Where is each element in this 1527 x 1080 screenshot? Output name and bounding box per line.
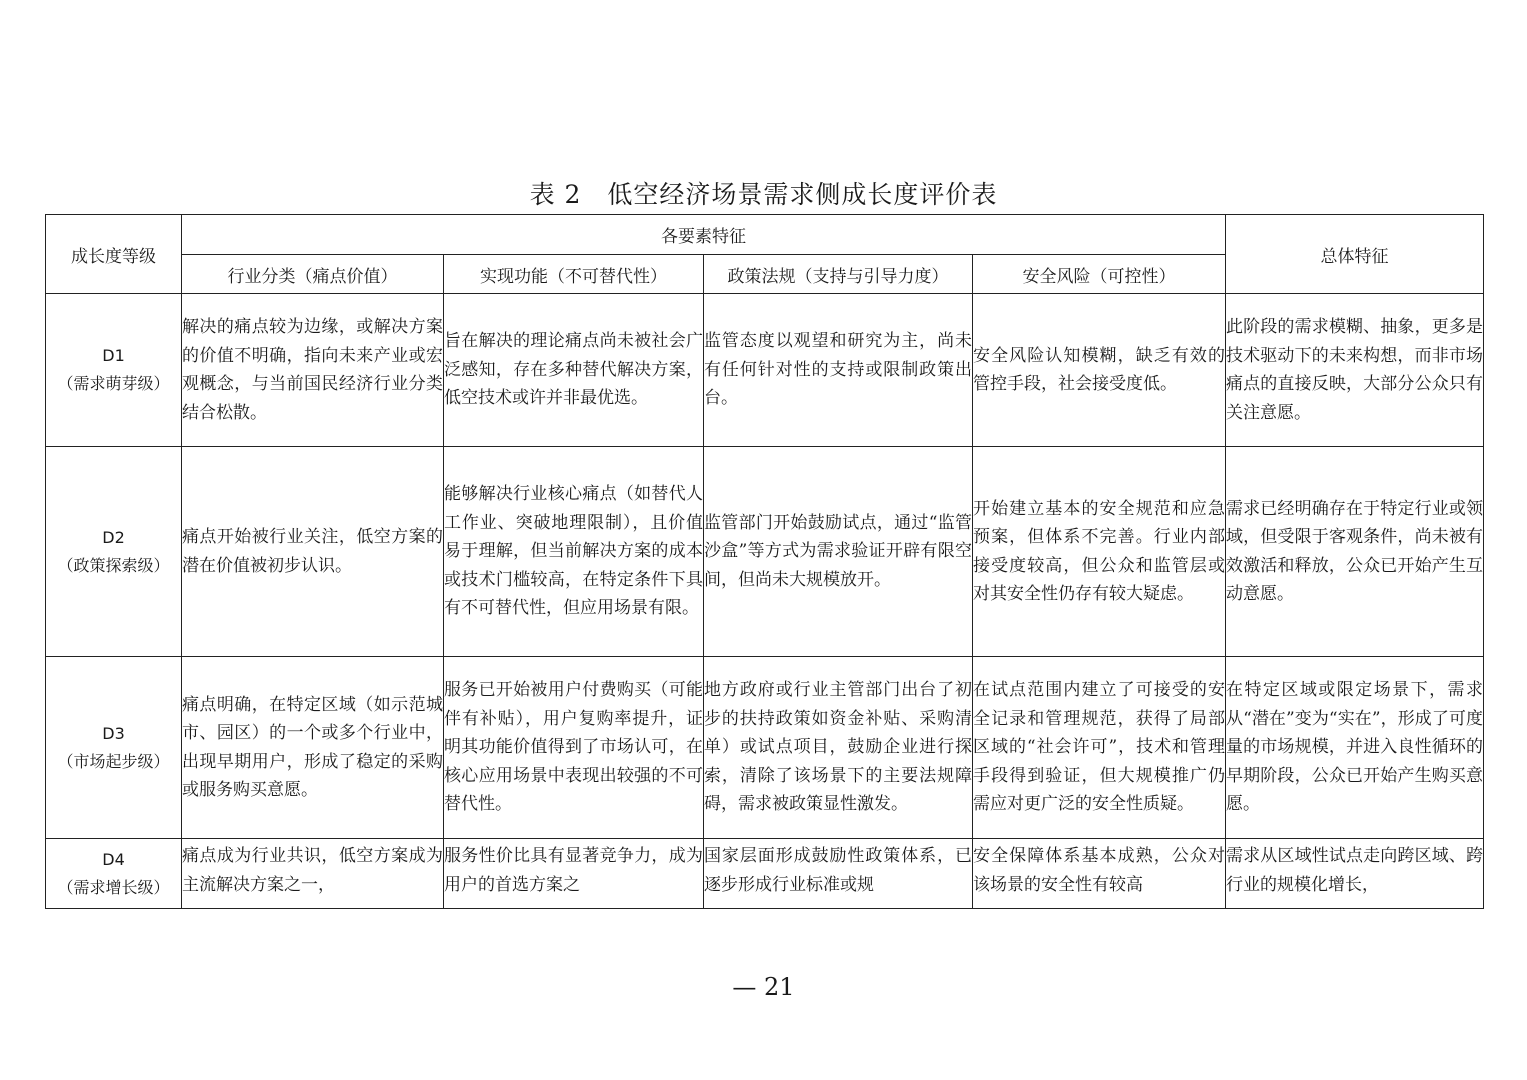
overall-cell <box>1226 839 1484 909</box>
header-function: 实现功能（不可替代性） <box>444 255 704 294</box>
policy-cell <box>704 839 973 909</box>
policy-cell: 地方政府或行业主管部门出台了初步的扶持政策如资金补贴、采购清单）或试点项目，鼓励企业进行探索，清除了该场景下的主要法规障碍，需求被政策显性激发。 <box>704 657 973 839</box>
level-cell <box>46 294 182 447</box>
level-code: D1 <box>102 346 125 365</box>
page-number: — 21 <box>732 973 795 1001</box>
evaluation-table <box>45 214 1484 909</box>
table-row-d3 <box>46 657 1484 839</box>
safety-cell: 开始建立基本的安全规范和应急预案，但体系不完善。行业内部接受度较高，但公众和监管层或对其安全性仍存有较大疑虑。 <box>973 447 1226 657</box>
table-row-d2 <box>46 447 1484 657</box>
overall-cell: 在特定区域或限定场景下，需求从“潜在”变为“实在”，形成了可度量的市场规模，并进入良性循环的早期阶段，公众已开始产生购买意愿。 <box>1226 657 1484 839</box>
table-row-d1 <box>46 294 1484 447</box>
function-cell <box>444 839 704 909</box>
level-cell <box>46 657 182 839</box>
table-title: 表 2 低空经济场景需求侧成长度评价表 <box>529 180 998 209</box>
industry-cell: 解决的痛点较为边缘，或解决方案的价值不明确，指向未来产业或宏观概念，与当前国民经济行业分类结合松散。 <box>182 294 444 447</box>
level-name: （市场起步级） <box>57 751 170 771</box>
level-cell <box>46 447 182 657</box>
level-name: （需求萌芽级） <box>57 374 170 393</box>
level-name: （政策探索级） <box>57 555 170 575</box>
level-name: （需求增长级） <box>57 877 170 897</box>
policy-cell: 监管部门开始鼓励试点，通过“监管沙盒”等方式为需求验证开辟有限空间，但尚未大规模放开。 <box>704 447 973 657</box>
header-overall: 总体特征 <box>1226 215 1484 294</box>
level-cell <box>46 839 182 909</box>
level-code: D3 <box>102 723 125 743</box>
function-text: 服务性价比具有显著竞争力，成为用户的首选方案之 <box>444 846 703 895</box>
industry-cell <box>182 839 444 909</box>
function-cell: 服务已开始被用户付费购买（可能伴有补贴），用户复购率提升，证明其功能价值得到了市场认可，在核心应用场景中表现出较强的不可替代性。 <box>444 657 704 839</box>
safety-text: 安全保障体系基本成熟，公众对该场景的安全性有较高 <box>973 846 1225 895</box>
safety-cell: 在试点范围内建立了可接受的安全记录和管理规范，获得了局部区域的“社会许可”，技术和管理手段得到验证，但大规模推广仍需应对更广泛的安全性质疑。 <box>973 657 1226 839</box>
overall-cell: 此阶段的需求模糊、抽象，更多是技术驱动下的未来构想，而非市场痛点的直接反映，大部分公众只有关注意愿。 <box>1226 294 1484 447</box>
header-industry: 行业分类（痛点价值） <box>182 255 444 294</box>
overall-text: 需求从区域性试点走向跨区域、跨行业的规模化增长， <box>1226 846 1483 895</box>
policy-cell: 监管态度以观望和研究为主，尚未有任何针对性的支持或限制政策出台。 <box>704 294 973 447</box>
industry-cell: 痛点开始被行业关注，低空方案的潜在价值被初步认识。 <box>182 447 444 657</box>
level-code: D4 <box>102 849 125 869</box>
industry-cell: 痛点明确，在特定区域（如示范城市、园区）的一个或多个行业中，出现早期用户，形成了稳定的采购或服务购买意愿。 <box>182 657 444 839</box>
industry-text: 痛点成为行业共识，低空方案成为主流解决方案之一， <box>182 846 443 895</box>
level-code: D2 <box>102 527 125 547</box>
table-row-d4 <box>46 839 1484 909</box>
header-level: 成长度等级 <box>46 215 182 294</box>
safety-cell: 安全风险认知模糊，缺乏有效的管控手段，社会接受度低。 <box>973 294 1226 447</box>
function-cell: 旨在解决的理论痛点尚未被社会广泛感知，存在多种替代解决方案，低空技术或许并非最优选。 <box>444 294 704 447</box>
header-row-1 <box>46 215 1484 255</box>
header-policy: 政策法规（支持与引导力度） <box>704 255 973 294</box>
policy-text: 国家层面形成鼓励性政策体系，已逐步形成行业标准或规 <box>704 846 972 895</box>
overall-cell: 需求已经明确存在于特定行业或领域，但受限于客观条件，尚未被有效激活和释放，公众已开始产生互动意愿。 <box>1226 447 1484 657</box>
header-features-group: 各要素特征 <box>182 215 1226 255</box>
safety-cell <box>973 839 1226 909</box>
function-cell: 能够解决行业核心痛点（如替代人工作业、突破地理限制），且价值易于理解，但当前解决方案的成本或技术门槛较高，在特定条件下具有不可替代性，但应用场景有限。 <box>444 447 704 657</box>
header-safety: 安全风险（可控性） <box>973 255 1226 294</box>
